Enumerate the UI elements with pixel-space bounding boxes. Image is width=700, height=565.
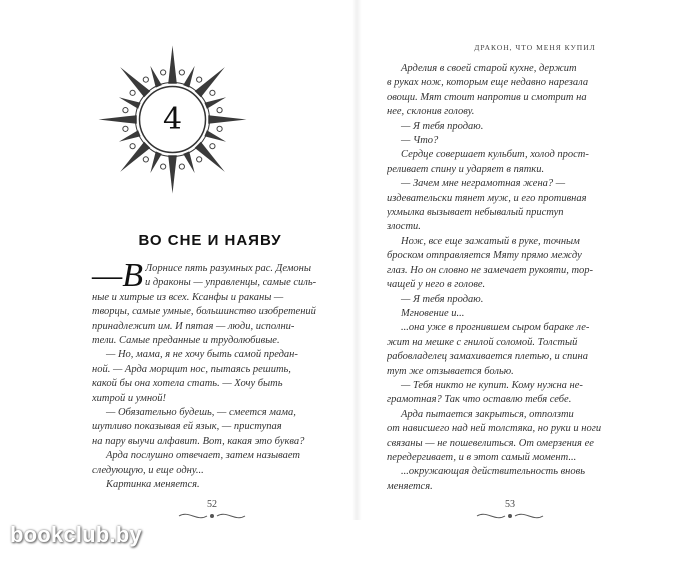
page-number-right: 53 bbox=[505, 499, 515, 510]
flourish-icon bbox=[475, 510, 545, 522]
text-line: — Что? bbox=[401, 135, 439, 147]
text-line: — Но, мама, я не хочу быть самой предан- bbox=[106, 349, 298, 361]
text-line: — Обязательно будешь, — смеется мама, bbox=[106, 407, 296, 419]
text-line: и драконы — управленцы, самые силь- bbox=[145, 277, 317, 289]
right-page-text bbox=[387, 62, 627, 494]
text-line: Мгновение и... bbox=[401, 307, 465, 319]
text-line: Арда пытается закрыться, отползти bbox=[401, 408, 574, 420]
text-line: тели. Самые преданные и трудолюбивые. bbox=[92, 335, 280, 347]
text-line: — Я тебя продаю. bbox=[401, 293, 484, 305]
text-line: жит на мешке с гнилой соломой. Толстый bbox=[387, 336, 578, 348]
text-line: — Я тебя продаю. bbox=[401, 120, 484, 132]
running-head: ДРАКОН, ЧТО МЕНЯ КУПИЛ bbox=[474, 43, 596, 52]
text-line: — Тебя никто не купит. Кому нужна не- bbox=[401, 379, 583, 391]
text-line: в руках нож, которым еще недавно нарезала bbox=[387, 77, 589, 89]
text-line: броском отправляется Мяту прямо между bbox=[387, 250, 582, 262]
text-line: рабовладелец замахивается плетью, и спина bbox=[387, 351, 588, 363]
text-line: тут же отзывается болью. bbox=[387, 365, 514, 377]
text-line: ной. — Арда морщит нос, пытаясь решить, bbox=[92, 363, 291, 375]
text-line: ...она уже в прогнившем сыром бараке ле- bbox=[401, 322, 590, 334]
text-line: от нависшего над ней толстяка, но руки и ноги bbox=[387, 423, 602, 435]
text-line: ...окружающая действительность вновь bbox=[401, 466, 585, 478]
text-line: принадлежит им. И пятая — люди, исполни- bbox=[92, 320, 295, 332]
text-line: злости. bbox=[387, 221, 421, 233]
text-line: — Зачем мне неграмотная жена? — bbox=[401, 178, 566, 190]
text-line: следующую, и еще одну... bbox=[92, 464, 204, 476]
text-line: издевательски тянет муж, и его противная bbox=[387, 192, 587, 204]
text-line: Арда послушно отвечает, затем называет bbox=[106, 450, 300, 462]
text-line: овощи. Мят стоит напротив и смотрит на bbox=[387, 91, 587, 103]
text-line: реливает спину и ударяет в пятки. bbox=[387, 163, 545, 175]
text-line: нее, склонив голову. bbox=[387, 106, 475, 118]
text-line: какой бы она хотела стать. — Хочу быть bbox=[92, 378, 283, 390]
flourish-icon bbox=[177, 510, 247, 522]
text-line: Сердце совершает кульбит, холод прост- bbox=[401, 149, 589, 161]
chapter-number: 4 bbox=[162, 102, 183, 137]
chapter-title: ВО СНЕ И НАЯВУ bbox=[138, 232, 282, 249]
text-line: на пару выучи алфавит. Вот, какая это буква? bbox=[92, 435, 305, 447]
left-page-text bbox=[92, 257, 330, 493]
text-line: грамотная? Так что оставлю тебя себе. bbox=[387, 394, 572, 406]
text-line: ные и хитрые из всех. Ксанфы и раканы — bbox=[92, 291, 284, 303]
text-line: ухмылка вызывает небывалый приступ bbox=[387, 207, 564, 219]
page-gutter bbox=[352, 0, 362, 520]
text-line: связаны — не пошевелиться. От омерзения ее bbox=[387, 437, 594, 449]
watermark: bookclub.by bbox=[10, 522, 142, 547]
page-number-left: 52 bbox=[207, 499, 217, 510]
text-line: хитрой и умной! bbox=[92, 392, 167, 404]
text-line: Лорнисе пять разумных рас. Демоны bbox=[145, 263, 311, 274]
text-line: Картинка меняется. bbox=[106, 479, 200, 491]
text-line: творцы, самые умные, большинство изобретений bbox=[92, 306, 316, 318]
text-line: шутливо показывая ей язык, — приступая bbox=[92, 421, 282, 433]
chapter-emblem bbox=[95, 42, 250, 197]
text-line: передергивает, и в этот самый момент... bbox=[387, 451, 577, 463]
text-line: глаз. Но он словно не замечает рукояти, тор- bbox=[387, 264, 594, 276]
text-line: Арделия в своей старой кухне, держит bbox=[401, 63, 577, 74]
text-line: Нож, все еще зажатый в руке, точным bbox=[401, 235, 580, 247]
drop-cap: —В bbox=[92, 257, 143, 294]
text-line: чащей у него в голове. bbox=[387, 279, 486, 291]
text-line: меняется. bbox=[387, 480, 433, 492]
